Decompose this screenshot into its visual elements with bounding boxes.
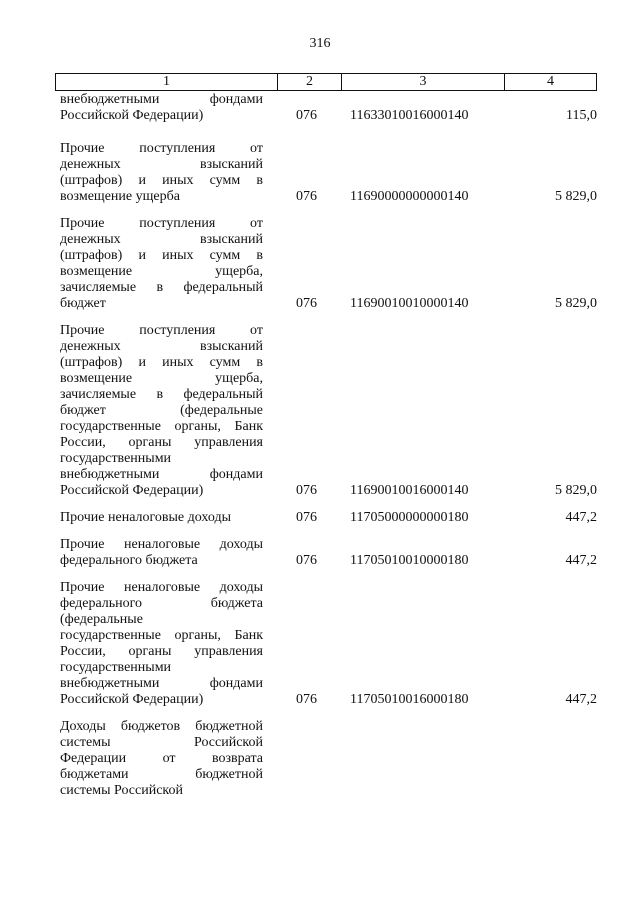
- row-value: 447,2: [565, 553, 597, 568]
- row-description: [60, 537, 263, 569]
- description-line: федерального бюджета: [60, 596, 263, 611]
- description-line: Российской Федерации): [60, 483, 204, 498]
- description-line: денежных взысканий: [60, 157, 263, 172]
- row-description: [60, 323, 263, 499]
- table-body: [60, 92, 597, 799]
- row-description: [60, 216, 263, 312]
- description-line: (штрафов) и иных сумм в: [60, 173, 263, 188]
- header-col-4: 4: [547, 74, 554, 89]
- row-description: [60, 510, 263, 526]
- description-line: федерального бюджета: [60, 553, 198, 568]
- header-col-3: 3: [342, 74, 505, 90]
- row-code: 076: [296, 189, 317, 204]
- description-line: государственные органы, Банк: [60, 419, 263, 434]
- row-value: 5 829,0: [555, 189, 597, 204]
- description-line: бюджетами бюджетной: [60, 767, 263, 782]
- description-line: Прочие поступления от: [60, 323, 263, 338]
- description-line: Российской Федерации): [60, 692, 204, 707]
- row-kbk: 11705010010000180: [350, 553, 469, 568]
- header-col-2: 2: [278, 74, 342, 90]
- description-line: возмещение ущерба,: [60, 264, 263, 279]
- description-line: Российской Федерации): [60, 108, 204, 123]
- row-code: 076: [296, 692, 317, 707]
- row-value: 447,2: [565, 510, 597, 525]
- table-row: [60, 323, 597, 499]
- description-line: зачисляемые в федеральный: [60, 387, 263, 402]
- row-value: 447,2: [565, 692, 597, 707]
- table-row: [60, 537, 597, 569]
- description-line: зачисляемые в федеральный: [60, 280, 263, 295]
- row-description: [60, 92, 263, 124]
- description-line: (штрафов) и иных сумм в: [60, 355, 263, 370]
- description-line: Прочие поступления от: [60, 216, 263, 231]
- description-line: внебюджетными фондами: [60, 467, 263, 482]
- description-line: возмещение ущерба: [60, 189, 180, 204]
- row-value: 5 829,0: [555, 296, 597, 311]
- description-line: возмещение ущерба,: [60, 371, 263, 386]
- description-line: (штрафов) и иных сумм в: [60, 248, 263, 263]
- description-line: Прочие неналоговые доходы: [60, 580, 263, 595]
- table-row: [60, 580, 597, 708]
- description-line: (федеральные: [60, 612, 143, 627]
- description-line: Прочие неналоговые доходы: [60, 537, 263, 552]
- row-code: 076: [296, 296, 317, 311]
- table-row: [60, 141, 597, 205]
- description-line: системы Российской: [60, 735, 263, 750]
- row-description: [60, 719, 263, 799]
- description-line: системы Российской: [60, 783, 184, 798]
- description-line: денежных взысканий: [60, 339, 263, 354]
- description-line: внебюджетными фондами: [60, 676, 263, 691]
- description-line: Доходы бюджетов бюджетной: [60, 719, 263, 734]
- header-col-1: 1: [56, 74, 278, 90]
- row-description: [60, 580, 263, 708]
- row-code: 076: [296, 108, 317, 123]
- table-row: [60, 510, 597, 526]
- row-kbk: 11705000000000180: [350, 510, 469, 525]
- description-line: бюджет (федеральные: [60, 403, 263, 418]
- description-line: государственными: [60, 660, 172, 675]
- description-line: Прочие неналоговые доходы: [60, 510, 232, 525]
- description-line: внебюджетными фондами: [60, 92, 263, 107]
- row-kbk: 11690000000000140: [350, 189, 469, 204]
- table-header: [55, 73, 597, 91]
- row-description: [60, 141, 263, 205]
- table-row: [60, 216, 597, 312]
- row-code: 076: [296, 483, 317, 498]
- row-kbk: 11690010010000140: [350, 296, 469, 311]
- description-line: Прочие поступления от: [60, 141, 263, 156]
- row-kbk: 11690010016000140: [350, 483, 469, 498]
- row-code: 076: [296, 510, 317, 525]
- row-value: 115,0: [566, 108, 597, 123]
- description-line: государственные органы, Банк: [60, 628, 263, 643]
- row-value: 5 829,0: [555, 483, 597, 498]
- row-kbk: 11705010016000180: [350, 692, 469, 707]
- row-kbk: 11633010016000140: [350, 108, 469, 123]
- row-code: 076: [296, 553, 317, 568]
- page-number: 316: [309, 36, 331, 51]
- description-line: денежных взысканий: [60, 232, 263, 247]
- table-row: [60, 92, 597, 124]
- description-line: Федерации от возврата: [60, 751, 263, 766]
- description-line: государственными: [60, 451, 172, 466]
- description-line: России, органы управления: [60, 435, 263, 450]
- description-line: России, органы управления: [60, 644, 263, 659]
- table-row: [60, 719, 597, 799]
- description-line: бюджет: [60, 296, 106, 311]
